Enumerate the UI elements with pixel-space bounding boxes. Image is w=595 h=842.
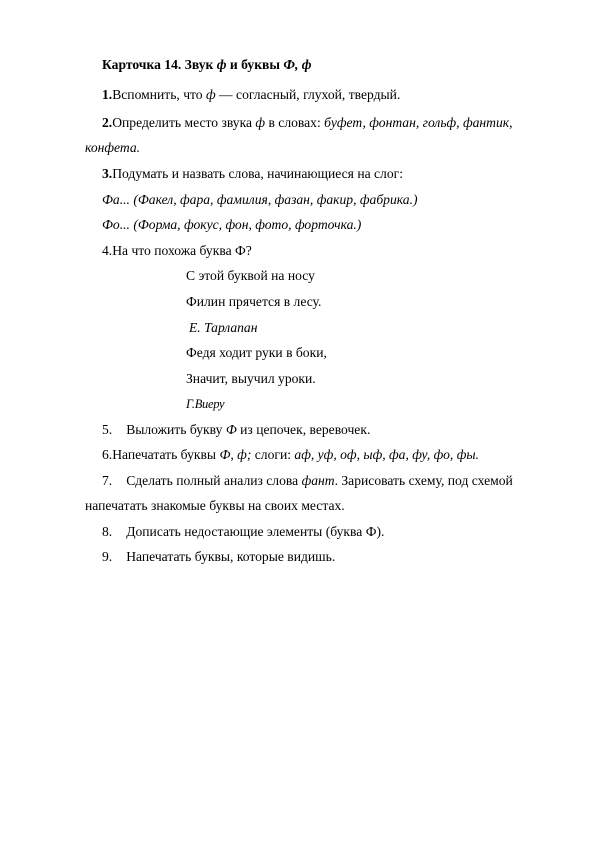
task-8: [102, 524, 384, 540]
task-1: [102, 87, 400, 103]
task-7: [102, 473, 513, 489]
task-6-letters: Ф, ф;: [219, 447, 252, 462]
task-2-text: Определить место звука: [112, 115, 256, 130]
task-5: [102, 422, 370, 438]
task-6-text: 6.Напечатать буквы: [102, 447, 220, 462]
poem-1-author: Е. Тарлапан: [189, 320, 258, 335]
task-8-number: 8.: [102, 524, 113, 539]
task-1-text-end: — согласный, глухой, твердый.: [215, 87, 401, 102]
task-9: [102, 549, 335, 565]
task-8-text: Дописать недостающие элементы (буква Ф).: [126, 524, 385, 539]
task-1-number: 1.: [102, 87, 113, 102]
task-7-text-end: . Зарисовать схему, под схемой: [334, 473, 513, 488]
task-1-sound: ф: [206, 87, 216, 102]
task-2-text-mid: в словах:: [265, 115, 325, 130]
title-prefix: Карточка 14. Звук: [102, 57, 217, 72]
task-7-word: фант: [301, 473, 335, 488]
title-sound: ф: [216, 57, 227, 72]
card-title: [102, 57, 311, 73]
task-2-number: 2.: [102, 115, 113, 130]
task-2-words: буфет, фонтан, гольф, фантик,: [324, 115, 513, 130]
task-5-number: 5.: [102, 422, 113, 437]
task-2-words-cont: конфета.: [85, 140, 141, 155]
task-3-fo-words: Фо... (Форма, фокус, фон, фото, форточка.): [102, 217, 362, 232]
task-4: 4.На что похожа буква Ф?: [102, 243, 252, 258]
task-6: [102, 447, 479, 463]
task-1-text: Вспомнить, что: [112, 87, 206, 102]
poem-2-line-2: Значит, выучил уроки.: [186, 371, 316, 386]
task-5-text: Выложить букву: [126, 422, 226, 437]
task-2-sound: ф: [255, 115, 266, 130]
poem-2-author: Г.Виеру: [186, 397, 225, 411]
task-3-fa-words: Фа... (Факел, фара, фамилия, фазан, факир, фабрика.): [102, 192, 418, 207]
task-3: [102, 166, 403, 182]
task-9-number: 9.: [102, 549, 113, 564]
task-6-text-mid: слоги:: [251, 447, 295, 462]
task-5-text-end: из цепочек, веревочек.: [236, 422, 371, 437]
title-middle: и буквы: [226, 57, 284, 72]
task-7-text: Сделать полный анализ слова: [126, 473, 302, 488]
poem-1-line-2: Филин прячется в лесу.: [186, 294, 322, 309]
poem-1-line-1: С этой буквой на носу: [186, 268, 315, 283]
task-5-letter: Ф: [225, 422, 237, 437]
task-3-text: Подумать и назвать слова, начинающиеся на слог:: [112, 166, 403, 181]
task-9-text: Напечатать буквы, которые видишь.: [126, 549, 336, 564]
poem-2-line-1: Федя ходит руки в боки,: [186, 345, 327, 360]
task-7-number: 7.: [102, 473, 113, 488]
task-3-number: 3.: [102, 166, 113, 181]
task-7-text-cont: напечатать знакомые буквы на своих местах.: [85, 498, 345, 513]
task-2: [102, 115, 513, 131]
task-6-syllables: аф, уф, оф, ыф, фа, фу, фо, фы.: [294, 447, 479, 462]
title-letters: Ф, ф: [283, 57, 312, 72]
